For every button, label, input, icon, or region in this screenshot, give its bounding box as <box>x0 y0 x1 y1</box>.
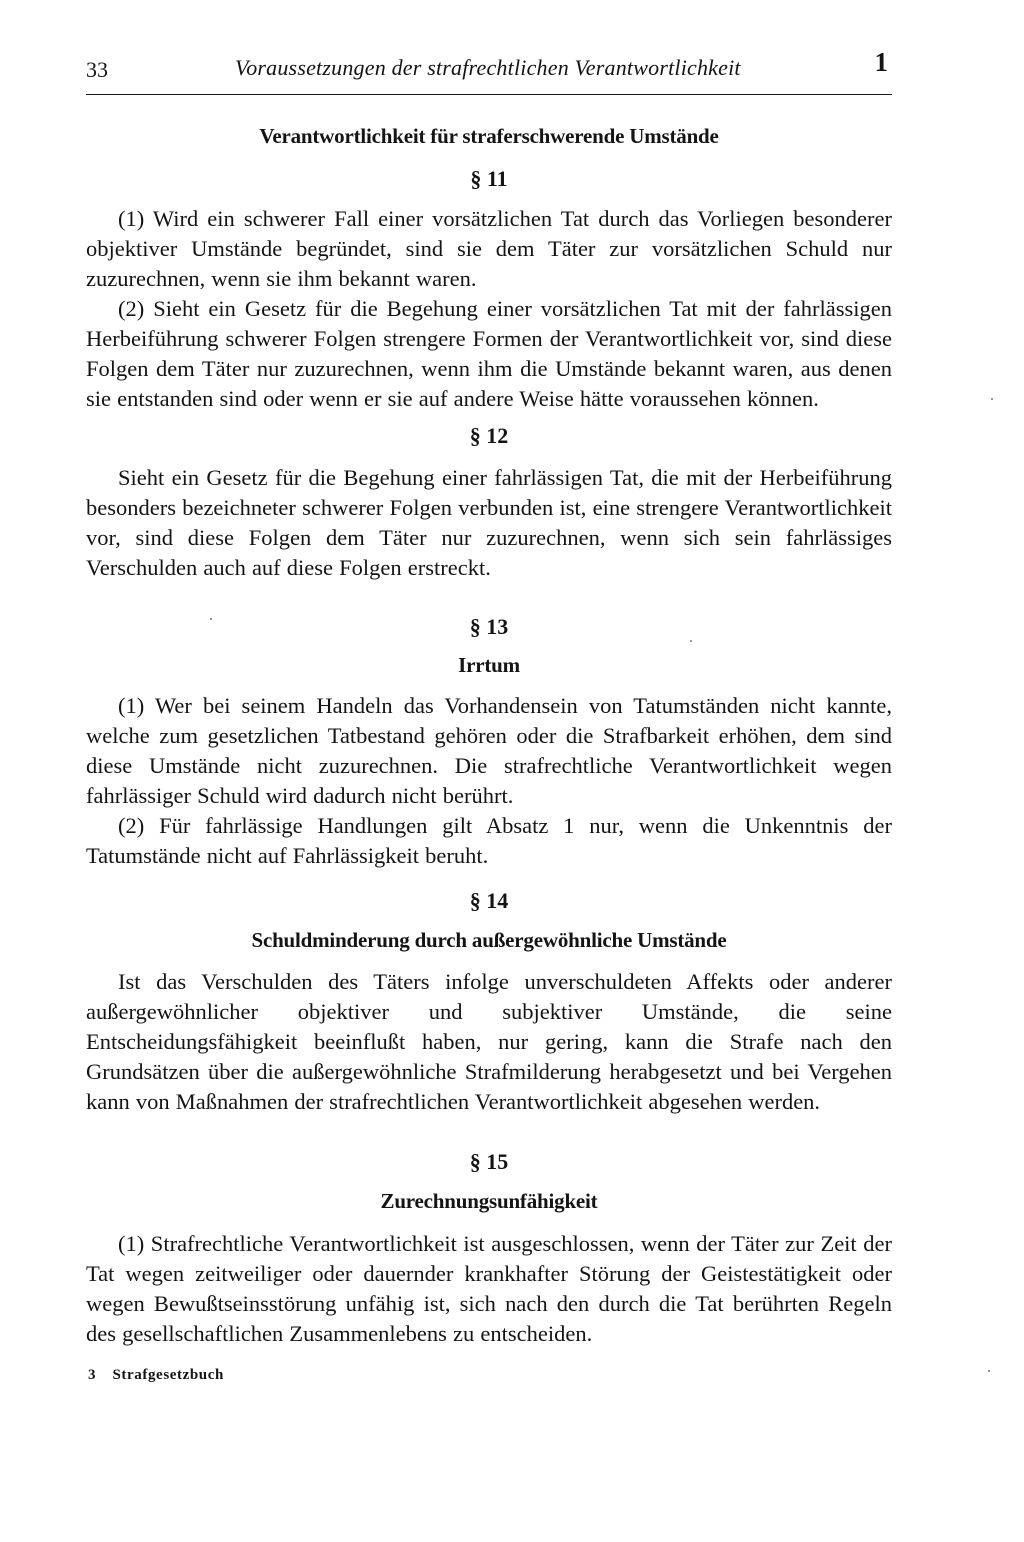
section-15-title: Zurechnungsunfähigkeit <box>380 1189 598 1213</box>
section-12-mark: § 12 <box>469 423 509 448</box>
running-title: Voraussetzungen der strafrechtlichen Verantwortlichkeit <box>235 55 741 80</box>
section-13-paragraph-1: (1) Wer bei seinem Handeln das Vorhandensein von Tatumständen nicht kannte, welche zum gesetzlichen Tatbestand gehören oder die Strafbarkeit erhöhen, dem sind diese Umstände nicht zuzurechnen. Die strafrechtliche Verantwortlichkeit wegen fahrlässiger Schuld wird dadurch nicht berührt. <box>86 693 892 808</box>
scan-speck <box>690 640 692 642</box>
section-11-paragraph-1: (1) Wird ein schwerer Fall einer vorsätzlichen Tat durch das Vorliegen besonderer objektiver Umstände begründet, sind sie dem Täter zur vorsätzlichen Schuld nur zuzurechnen, wenn sie ihm bekannt waren. <box>86 206 892 291</box>
section-13-title: Irrtum <box>458 653 520 677</box>
document-page <box>86 44 892 1349</box>
section-13-mark: § 13 <box>469 614 509 639</box>
running-header <box>86 44 892 95</box>
page-number: 33 <box>86 57 108 82</box>
section-15-mark: § 15 <box>469 1149 509 1174</box>
chapter-number: 1 <box>874 47 888 77</box>
printer-signature <box>88 1367 224 1384</box>
scan-speck <box>210 618 212 620</box>
section-11-paragraph-2: (2) Sieht ein Gesetz für die Begehung einer vorsätzlichen Tat mit der fahrlässigen Herbeiführung schwerer Folgen strengere Formen der Verantwortlichkeit vor, sind diese Folgen dem Täter nur zuzurechnen, wenn ihm die Umstände bekannt waren, aus denen sie entstanden sind oder wenn er sie auf andere Weise hätte voraussehen können. <box>86 296 892 411</box>
section-12-paragraph-1: Sieht ein Gesetz für die Begehung einer fahrlässigen Tat, die mit der Herbeiführung besonders bezeichneter schwerer Folgen verbunden ist, eine strengere Verantwortlichkeit vor, sind diese Folgen dem Täter nur zuzurechnen, wenn sich sein fahrlässiges Verschulden auch auf diese Folgen erstreckt. <box>86 465 892 580</box>
scan-speck <box>991 398 993 400</box>
scan-speck <box>988 1370 990 1372</box>
section-15-paragraph-1: (1) Strafrechtliche Verantwortlichkeit ist ausgeschlossen, wenn der Täter zur Zeit der Tat wegen zeitweiliger oder dauernder krankhafter Störung der Geistestätigkeit oder wegen Bewußtseinsstörung unfähig ist, sich nach den durch die Tat berührten Regeln des gesellschaftlichen Zusammenlebens zu entscheiden. <box>86 1231 892 1346</box>
signature-title: Strafgesetzbuch <box>112 1367 224 1383</box>
section-13-paragraph-2: (2) Für fahrlässige Handlungen gilt Absatz 1 nur, wenn die Unkenntnis der Tatumstände nicht auf Fahrlässigkeit beruht. <box>86 813 892 868</box>
section-11-mark: § 11 <box>470 166 508 191</box>
section-11-title: Verantwortlichkeit für straferschwerende Umstände <box>259 124 719 148</box>
section-14-title: Schuldminderung durch außergewöhnliche Umstände <box>251 928 727 952</box>
signature-number: 3 <box>88 1367 97 1383</box>
section-14-mark: § 14 <box>469 888 509 913</box>
section-14-paragraph-1: Ist das Verschulden des Täters infolge unverschuldeten Affekts oder anderer außergewöhnlicher objektiver und subjektiver Umstände, die seine Entscheidungsfähigkeit beeinflußt haben, nur gering, kann die Strafe nach den Grundsätzen über die außergewöhnliche Strafmilderung herabgesetzt und bei Vergehen kann von Maßnahmen der strafrechtlichen Verantwortlichkeit abgesehen werden. <box>86 969 892 1114</box>
